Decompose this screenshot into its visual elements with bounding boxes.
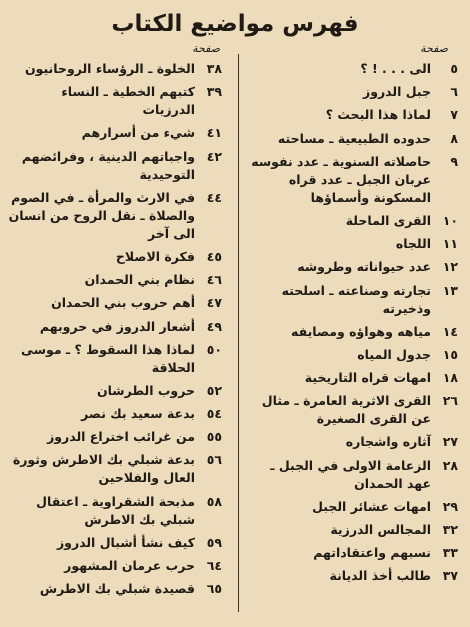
- page-number: ٥٥: [206, 429, 222, 445]
- page-label-right: صفحة: [420, 42, 448, 55]
- index-entry: [242, 153, 458, 207]
- column-divider: [238, 54, 239, 612]
- page-number: ٣٣: [442, 545, 458, 561]
- index-entry: [6, 189, 222, 243]
- index-entry: [242, 60, 458, 78]
- page-label-left: صفحة: [192, 42, 220, 55]
- entry-title: لماذا هذا البحث ؟: [325, 107, 431, 123]
- page-number: ٤١: [206, 125, 222, 141]
- page-number: ٥٩: [206, 534, 222, 550]
- entry-title: آثاره واشجاره: [345, 434, 431, 450]
- entry-title: القرى الماحلة: [345, 212, 431, 228]
- entry-title: امهات قراه التاريخية: [304, 370, 431, 386]
- page-number: ٢٧: [442, 434, 458, 450]
- entry-title: لماذا هذا السقوط ؟ ـ موسى الحلاقة: [21, 341, 195, 375]
- page-number: ١٥: [442, 346, 458, 362]
- index-entry: [6, 60, 222, 78]
- page-number: ٥٨: [206, 493, 222, 509]
- entry-title: جبل الدروز: [363, 84, 431, 100]
- entry-title: الزعامة الاولى في الجبل ـ عهد الحمدان: [270, 457, 431, 491]
- page-number: ١٣: [442, 282, 458, 298]
- column-headers: [10, 40, 460, 60]
- page-number: ٦٤: [206, 558, 222, 573]
- entry-title: مياهه وهواؤه ومصايفه: [291, 323, 431, 339]
- index-entry: [6, 341, 222, 377]
- index-entry: [6, 428, 222, 446]
- page-number: ٨: [450, 130, 458, 146]
- page-number: ٥٦: [206, 452, 222, 468]
- page-number: ٩: [450, 153, 458, 169]
- index-entry: [242, 235, 458, 253]
- entry-title: الى . . . ! ؟: [360, 61, 431, 76]
- entry-title: أهم حروب بني الحمدان: [51, 295, 195, 311]
- index-entry: [242, 567, 458, 585]
- entry-title: حروب الطرشان: [96, 382, 195, 398]
- page-number: ٧: [450, 107, 458, 123]
- index-entry: [242, 392, 458, 428]
- index-entry: [242, 369, 458, 387]
- page-number: ٦٥: [206, 581, 222, 597]
- entry-title: عدد حيواناته وطروشه: [297, 259, 431, 275]
- index-columns: [10, 60, 460, 620]
- entry-title: حرب عرمان المشهور: [64, 558, 195, 573]
- index-entry: [6, 580, 222, 598]
- entry-title: طالب أخذ الديانة: [329, 568, 431, 584]
- page-number: ١١: [442, 236, 458, 252]
- entry-title: حدوده الطبيعية ـ مساحته: [277, 130, 431, 146]
- entry-title: تجارته وصناعته ـ اسلحته وذخيرته: [281, 282, 431, 316]
- entry-title: نسبهم واعتقاداتهم: [313, 545, 431, 561]
- index-entry: [242, 258, 458, 276]
- index-entry: [6, 124, 222, 142]
- index-entry: [242, 212, 458, 230]
- page-number: ٤٥: [206, 248, 222, 264]
- index-entry: [242, 457, 458, 493]
- page-number: ٥: [450, 61, 458, 76]
- entry-title: واجباتهم الدينية ، وفرائضهم التوحيدية: [21, 148, 195, 182]
- index-entry: [6, 557, 222, 575]
- entry-title: أشعار الدروز في حروبهم: [39, 318, 195, 334]
- index-entry: [6, 83, 222, 119]
- page-title: فهرس مواضيع الكتاب: [111, 11, 359, 37]
- index-entry: [6, 451, 222, 487]
- index-entry: [6, 405, 222, 423]
- index-entry: [6, 271, 222, 289]
- index-entry: [6, 318, 222, 336]
- entry-title: جدول المياه: [357, 346, 431, 362]
- page-number: ٣٧: [442, 568, 458, 584]
- page-number: ٤٧: [206, 295, 222, 311]
- page-number: ٦: [450, 84, 458, 100]
- entry-title: الخلوة ـ الرؤساء الروحانيون: [24, 61, 195, 76]
- right-column: [242, 60, 458, 591]
- entry-title: بدعة شبلي بك الاطرش وثورة العال والفلاحين: [12, 452, 195, 486]
- index-entry: [6, 248, 222, 266]
- index-entry: [242, 130, 458, 148]
- page-number: ١٤: [442, 323, 458, 339]
- page-number: ٣٨: [206, 61, 222, 76]
- index-entry: [242, 498, 458, 516]
- entry-title: شيء من أسرارهم: [81, 125, 195, 141]
- page-number: ٤٩: [206, 318, 222, 334]
- index-entry: [242, 346, 458, 364]
- page-number: ٥٠: [206, 341, 222, 357]
- entry-title: القرى الاثرية العامرة ـ مثال عن القرى الصغيرة: [261, 393, 431, 427]
- page-number: ٥٢: [206, 382, 222, 398]
- index-entry: [242, 544, 458, 562]
- entry-title: قصيدة شبلي بك الاطرش: [39, 581, 195, 597]
- index-entry: [242, 106, 458, 124]
- index-entry: [6, 382, 222, 400]
- entry-title: نظام بني الحمدان: [84, 272, 195, 288]
- page-number: ٣٢: [442, 522, 458, 537]
- entry-title: مذبحة الشقراوية ـ اعتقال شبلي بك الاطرش: [36, 493, 195, 527]
- index-entry: [6, 294, 222, 312]
- entry-title: في الارث والمرأة ـ في الصوم والصلاة ـ نقل الروح من انسان الى آخر: [8, 189, 195, 241]
- page-number: ٣٩: [206, 84, 222, 100]
- index-entry: [242, 521, 458, 539]
- entry-title: بدعة سعيد بك نصر: [81, 406, 195, 422]
- index-entry: [242, 323, 458, 341]
- left-column: [6, 60, 222, 603]
- page-number: ٤٦: [206, 272, 222, 288]
- page-number: ١٨: [442, 370, 458, 386]
- page-number: ٤٤: [206, 189, 222, 205]
- page-number: ١٠: [442, 212, 458, 228]
- page-number: ٤٢: [206, 148, 222, 164]
- entry-title: كيف نشأ أشبال الدروز: [56, 534, 195, 550]
- entry-title: فكرة الاصلاح: [115, 248, 195, 264]
- page-number: ١٢: [442, 259, 458, 275]
- entry-title: المجالس الدرزية: [330, 522, 431, 537]
- index-entry: [6, 534, 222, 552]
- entry-title: كتبهم الخطية ـ النساء الدرزيات: [61, 84, 195, 118]
- entry-title: اللجاه: [395, 236, 431, 252]
- page-number: ٥٤: [206, 406, 222, 422]
- page-number: ٢٦: [442, 393, 458, 409]
- index-entry: [6, 148, 222, 184]
- index-entry: [6, 493, 222, 529]
- entry-title: من غرائب اختراع الدروز: [47, 429, 195, 445]
- entry-title: حاصلاته السنوية ـ عدد نفوسه عربان الجبل ـ عدد قراه المسكونة وأسماؤها: [251, 153, 431, 205]
- index-entry: [242, 433, 458, 451]
- page-number: ٢٩: [442, 498, 458, 514]
- index-entry: [242, 83, 458, 101]
- page-number: ٢٨: [442, 457, 458, 473]
- index-entry: [242, 282, 458, 318]
- entry-title: امهات عشائر الجبل: [312, 498, 431, 514]
